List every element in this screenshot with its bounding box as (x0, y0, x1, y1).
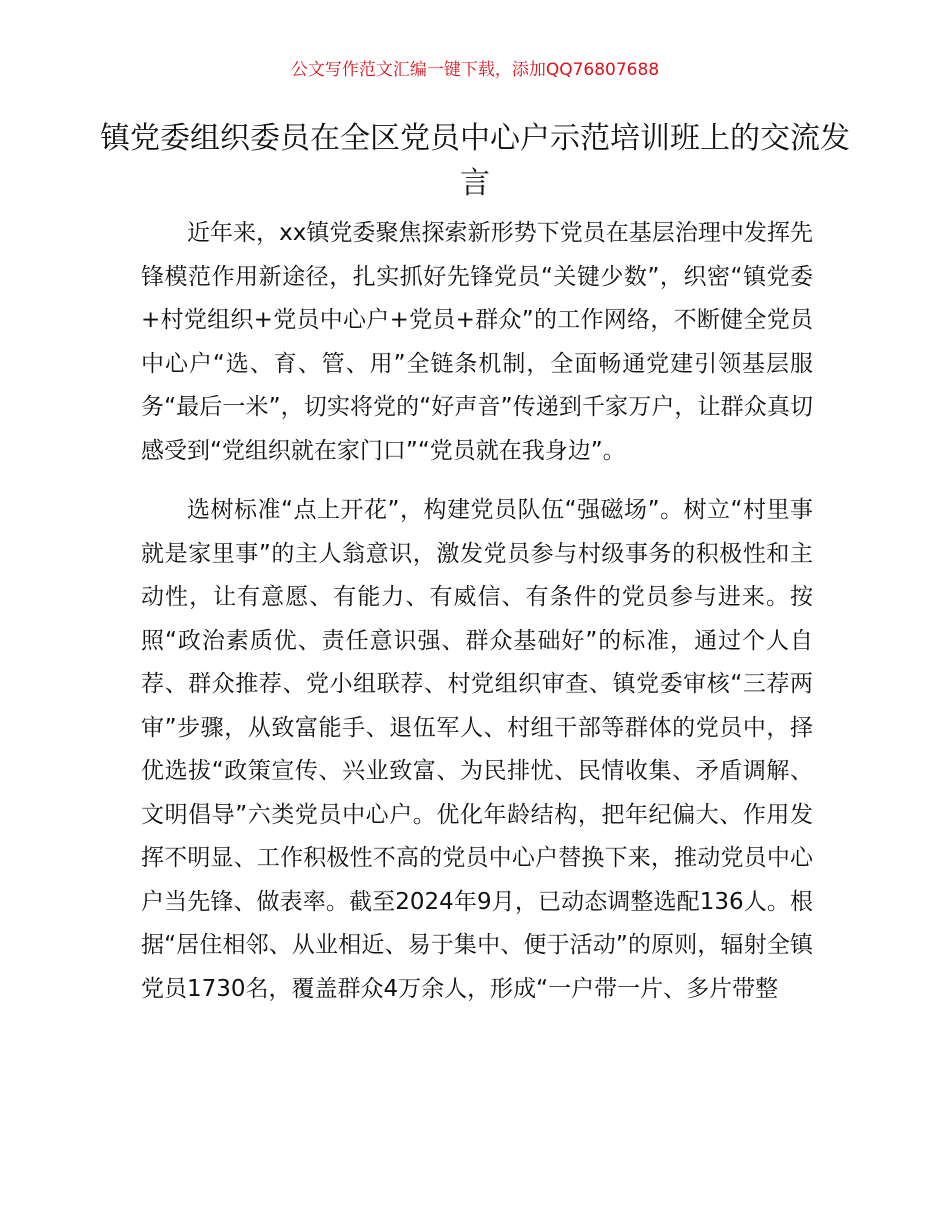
download-promo-note: 公文写作范文汇编一键下载，添加QQ76807688 (290, 60, 660, 80)
document-body (141, 212, 813, 1027)
document-title: 镇党委组织委员在全区党员中心户示范培训班上的交流发言 (100, 121, 850, 201)
paragraph-intro: 近年来，xx镇党委聚焦探索新形势下党员在基层治理中发挥先锋模范作用新途径，扎实抓好先锋党员“关键少数”，织密“镇党委+村党组织+党员中心户+党员+群众”的工作网络，不断健全党员中心户“选、育、管、用”全链条机制，全面畅通党建引领基层服务“最后一米”，切实将党的“好声音”传递到千家万户，让群众真切感受到“党组织就在家门口”“党员就在我身边”。 (141, 220, 813, 464)
paragraph-selection-standards: 选树标准“点上开花”，构建党员队伍“强磁场”。树立“村里事就是家里事”的主人翁意识，激发党员参与村级事务的积极性和主动性，让有意愿、有能力、有威信、有条件的党员参与进来。按照“政治素质优、责任意识强、群众基础好”的标准，通过个人自荐、群众推荐、党小组联荐、村党组织审查、镇党委审核“三荐两审”步骤，从致富能手、退伍军人、村组干部等群体的党员中，择优选拔“政策宣传、兴业致富、为民排忧、民情收集、矛盾调解、文明倡导”六类党员中心户。优化年龄结构，把年纪偏大、作用发挥不明显、工作积极性不高的党员中心户替换下来，推动党员中心户当先锋、做表率。截至2024年9月，已动态调整选配136人。根据“居住相邻、从业相近、易于集中、便于活动”的原则，辐射全镇党员1730名，覆盖群众4万余人，形成“一户带一片、多片带整 (141, 497, 813, 1002)
